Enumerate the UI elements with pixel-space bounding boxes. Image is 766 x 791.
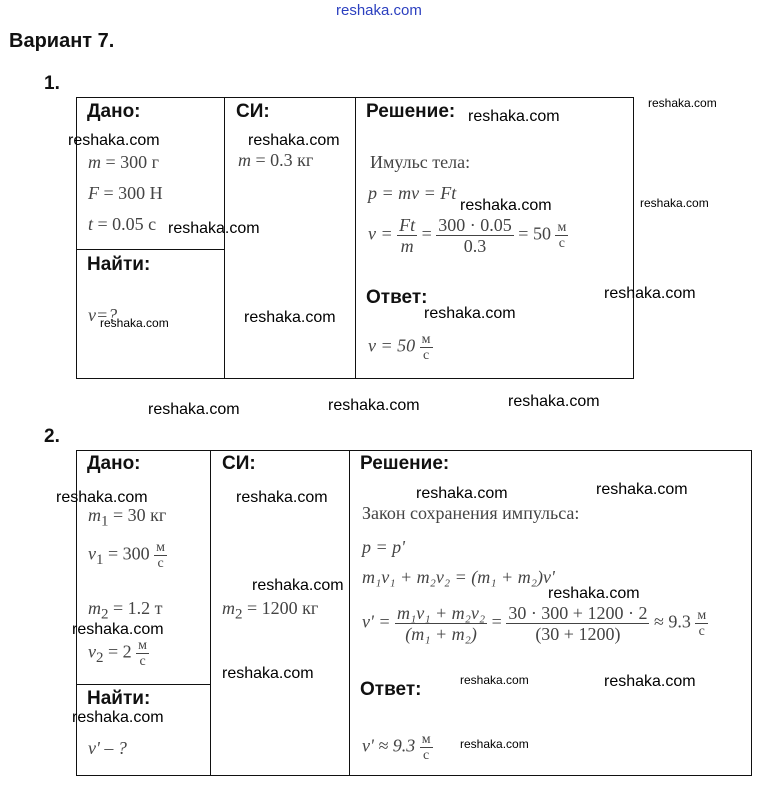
problem-1-find-value: v=?: [88, 305, 118, 325]
watermark: reshaka.com: [640, 196, 709, 210]
problem-1-answer-label: Ответ:: [366, 287, 428, 308]
problem-1-find-label: Найти:: [87, 254, 151, 275]
problem-1-divider-solution: [355, 97, 356, 379]
watermark: reshaka.com: [56, 489, 148, 506]
problem-2-answer-value: v' ≈ 9.3 $\frac{м}{с}$: [362, 732, 431, 763]
problem-2-equation-2: m₁v₁ + m₂v₂ = (m₁ + m₂)v': [362, 567, 555, 587]
watermark: reshaka.com: [596, 481, 688, 498]
problem-1-given-mass: m = 300 г: [88, 152, 160, 172]
watermark: reshaka.com: [72, 621, 164, 638]
problem-2-solution-label: Решение:: [360, 453, 450, 474]
problem-2-si-label: СИ:: [222, 453, 256, 474]
watermark: reshaka.com: [68, 132, 160, 149]
watermark: reshaka.com: [604, 673, 696, 690]
problem-2-divider-find: [76, 684, 210, 685]
problem-1-answer-value: v = 50 $\frac{м}{с}$: [368, 332, 431, 363]
problem-1-solution-intro: Имульс тела:: [370, 152, 471, 172]
watermark: reshaka.com: [252, 577, 344, 594]
problem-2-divider-solution: [349, 450, 350, 776]
problem-2-given-m2: $m_2 = 1.2$ т: [88, 598, 163, 623]
problem-2-solution-intro: Закон сохранения импульса:: [362, 503, 580, 523]
problem-1-equation-2: v = $\frac{Ft}{m}$ = $\frac{300 \cdot 0.05}{0.3}$ = 50 $\frac{м}{с}$: [368, 215, 567, 256]
watermark: reshaka.com: [648, 96, 717, 110]
problem-1-divider-find: [76, 249, 224, 250]
watermark: reshaka.com: [424, 305, 516, 322]
problem-2-given-v1: $v_1 = 300$ $\frac{м}{с}$: [88, 540, 166, 571]
watermark: reshaka.com: [148, 401, 240, 418]
problem-1-si-label: СИ:: [236, 101, 270, 122]
watermark: reshaka.com: [72, 709, 164, 726]
watermark: reshaka.com: [168, 220, 260, 237]
problem-1-given-time: t = 0.05 с: [88, 214, 157, 234]
watermark: reshaka.com: [508, 393, 600, 410]
watermark: reshaka.com: [328, 397, 420, 414]
problem-2-find-label: Найти:: [87, 688, 151, 709]
problem-2-answer-label: Ответ:: [360, 679, 422, 700]
problem-2-number: 2.: [44, 426, 60, 447]
watermark: reshaka.com: [460, 673, 529, 687]
watermark: reshaka.com: [244, 309, 336, 326]
problem-2-equation-1: p = p': [362, 537, 405, 557]
watermark: reshaka.com: [100, 316, 169, 330]
watermark: reshaka.com: [604, 285, 696, 302]
problem-2-given-v2: $v_2 = 2$ $\frac{м}{с}$: [88, 638, 148, 669]
problem-2-divider-si: [210, 450, 211, 776]
problem-2-equation-3: v' = $\frac{\text{m₁v₁ + m₂v₂}}{\text{(m₁ + m₂)}}$ = $\frac{30 \cdot 300 + 1200 \cdot 2}{(30 + 1200)}$ ≈ 9.3 $\frac{м}{с}$: [362, 603, 707, 644]
watermark: reshaka.com: [460, 197, 552, 214]
watermark: reshaka.com: [248, 132, 340, 149]
problem-1-si-value: m = 0.3 кг: [238, 150, 314, 170]
problem-1-equation-1: p = mv = Ft: [368, 183, 457, 203]
watermark: reshaka.com: [416, 485, 508, 502]
watermark: reshaka.com: [468, 108, 560, 125]
problem-1-given-label: Дано:: [87, 101, 141, 122]
problem-2-given-label: Дано:: [87, 453, 141, 474]
page-title: Вариант 7.: [9, 30, 115, 52]
watermark: reshaka.com: [460, 737, 529, 751]
site-link[interactable]: reshaka.com: [336, 2, 422, 19]
problem-2-given-m1: $m_1 = 30$ кг: [88, 505, 167, 530]
problem-2-find-value: v' – ?: [88, 738, 127, 758]
watermark: reshaka.com: [236, 489, 328, 506]
watermark: reshaka.com: [222, 665, 314, 682]
problem-1-number: 1.: [44, 73, 60, 94]
problem-1-divider-si: [224, 97, 225, 379]
problem-1-given-force: F = 300 Н: [88, 183, 163, 203]
watermark: reshaka.com: [548, 585, 640, 602]
problem-2-si-value: $m_2 = 1200$ кг: [222, 598, 319, 623]
problem-1-solution-label: Решение:: [366, 101, 456, 122]
